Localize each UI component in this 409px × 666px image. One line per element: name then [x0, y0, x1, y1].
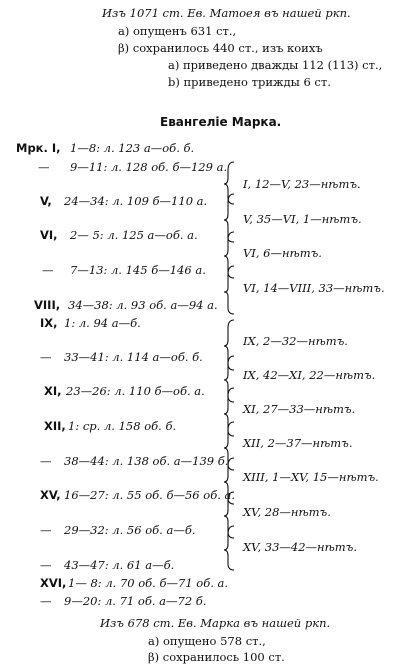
omission-ref: I, 12—V, 23—нѣтъ.	[243, 177, 361, 191]
omission-ref: XIII, 1—XV, 15—нѣтъ.	[243, 470, 379, 484]
row-label: XI,	[44, 384, 62, 398]
row-text: 34—38: л. 93 об. а—94 а.	[68, 298, 218, 312]
row-text: 7—13: л. 145 б—146 а.	[70, 263, 206, 277]
omission-ref: XV, 33—42—нѣтъ.	[243, 540, 358, 554]
brace	[224, 458, 234, 504]
row-text: 24—34: л. 109 б—110 а.	[64, 194, 208, 208]
omission-ref: XV, 28—нѣтъ.	[243, 505, 331, 519]
brace	[224, 232, 234, 278]
omission-ref: IX, 42—XI, 22—нѣтъ.	[243, 368, 376, 382]
row-label: —	[42, 263, 54, 277]
row-text: 1—8: л. 123 а—об. б.	[70, 141, 195, 155]
top-summary-title: Изъ 1071 ст. Ев. Матоея въ нашей ркп.	[102, 6, 351, 20]
brace	[224, 356, 234, 402]
row-label: XV,	[40, 488, 61, 502]
omission-ref: XII, 2—37—нѣтъ.	[243, 436, 353, 450]
brace	[224, 526, 234, 570]
row-label: VIII,	[34, 298, 61, 312]
top-summary-line-b2: b) приведено трижды 6 ст.	[168, 75, 331, 89]
brace	[224, 422, 234, 470]
omission-ref: VI, 14—VIII, 33—нѣтъ.	[243, 281, 385, 295]
brace	[224, 320, 234, 370]
omission-ref: IX, 2—32—нѣтъ.	[243, 334, 348, 348]
row-label: IX,	[40, 316, 58, 330]
row-text: 38—44: л. 138 об. а—139 б.	[64, 454, 229, 468]
row-label: XVI,	[40, 576, 67, 590]
row-text: 33—41: л. 114 а—об. б.	[64, 350, 203, 364]
omission-ref: XI, 27—33—нѣтъ.	[243, 402, 356, 416]
row-text: 16—27: л. 55 об. б—56 об. а.	[64, 488, 236, 502]
brace	[224, 492, 234, 538]
brace-lines	[222, 160, 240, 630]
row-text: 1: л. 94 а—б.	[64, 316, 141, 330]
row-text: 2— 5: л. 125 а—об. а.	[70, 228, 198, 242]
row-text: 1— 8: л. 70 об. б—71 об. а.	[68, 576, 229, 590]
omission-ref: V, 35—VI, 1—нѣтъ.	[243, 212, 362, 226]
bottom-summary-line-a: а) опущено 578 ст.,	[148, 634, 266, 648]
top-summary-line-a: а) опущенъ 631 ст.,	[118, 24, 237, 38]
row-label: —	[40, 523, 52, 537]
row-text: 23—26: л. 110 б—об. а.	[66, 384, 205, 398]
row-label: VI,	[40, 228, 58, 242]
row-text: 9—20: л. 71 об. а—72 б.	[64, 594, 207, 608]
top-summary-line-b: β) сохранилось 440 ст., изъ коихъ	[118, 41, 323, 55]
omission-ref: VI, 6—нѣтъ.	[243, 246, 322, 260]
row-text: 43—47: л. 61 а—б.	[64, 558, 175, 572]
row-label: V,	[40, 194, 52, 208]
section-title: Евангеліе Марка.	[160, 115, 282, 129]
row-label: —	[38, 160, 50, 174]
top-summary-line-b1: а) приведено дважды 112 (113) ст.,	[168, 58, 383, 72]
brace	[224, 266, 234, 314]
row-text: 29—32: л. 56 об. а—б.	[64, 523, 196, 537]
bottom-summary-line-b: β) сохранилось 100 ст.	[148, 650, 285, 664]
row-text: 1: ср. л. 158 об. б.	[68, 419, 177, 433]
brace	[224, 388, 234, 436]
row-label: Мрк. I,	[16, 141, 61, 155]
row-label: —	[40, 350, 52, 364]
row-label: —	[40, 594, 52, 608]
row-text: 9—11: л. 128 об. б—129 а.	[70, 160, 228, 174]
row-label: XII,	[44, 419, 66, 433]
bottom-summary-title: Изъ 678 ст. Ев. Марка въ нашей ркп.	[100, 616, 331, 630]
row-label: —	[40, 558, 52, 572]
row-label: —	[40, 454, 52, 468]
